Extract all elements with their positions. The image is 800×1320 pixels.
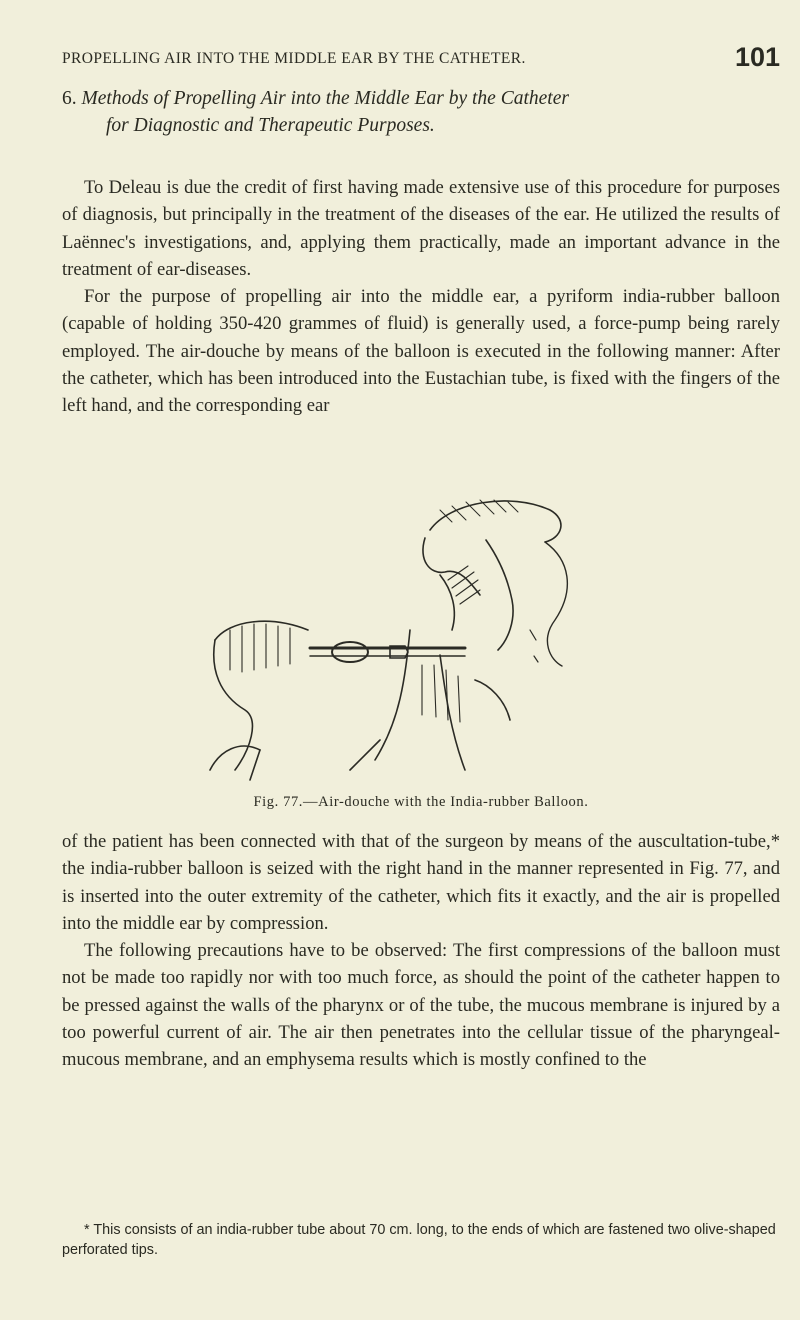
air-douche-engraving (190, 480, 610, 790)
paragraph: The following precautions have to be observed: The first compressions of the balloon must not be made too rapidly nor with too much force, as should the point of the catheter happen to be pressed against the walls of the pharynx or of the tube, the mucous membrane is injured by a too powerful current of air. The air then penetrates into the cellular tissue of the pharyngeal-mucous membrane, and an emphysema results which is mostly confined to the (62, 940, 780, 1071)
auscultation-tube (545, 542, 567, 666)
page-number: 101 (734, 42, 780, 72)
balloon (332, 642, 368, 662)
paragraph: To Deleau is due the credit of first having made extensive use of this procedure for purposes of diagnosis, but principally in the treatment of the diseases of the ear. He utilized the results of Laënnec's investigations, and, applying them practically, made an important advance in the treatment of ear-diseases. (62, 177, 780, 280)
paragraph: of the patient has been connected with that of the surgeon by means of the auscultation-tube,* the india-rubber balloon is seized with the right hand in the manner represented in Fig. 77, and is inserted into the outer extremity of the catheter, which fits it exactly, and the air is propelled into the middle ear by compression. (62, 831, 780, 934)
section-title-line1: Methods of Propelling Air into the Middle Ear by the Catheter (81, 88, 569, 109)
section-title (62, 85, 780, 139)
running-title: PROPELLING AIR INTO THE MIDDLE EAR BY THE CATHETER. (62, 50, 526, 67)
text-block-after-figure (62, 828, 780, 1074)
footnote (62, 1220, 780, 1260)
figure-illustration (190, 480, 610, 790)
surgeon-right-hand (214, 640, 253, 770)
text-block-before-figure (62, 174, 780, 420)
section-number: 6. (62, 88, 77, 109)
figure-caption: Fig. 77.—Air-douche with the India-rubber Balloon. (253, 794, 589, 810)
footnote-text: * This consists of an india-rubber tube about 70 cm. long, to the ends of which are fastened two olive-shaped perforated tips. (62, 1222, 776, 1258)
paragraph: For the purpose of propelling air into the middle ear, a pyriform india-rubber balloon (capable of holding 350-420 grammes of fluid) is generally used, a force-pump being rarely employed. The air-douche by means of the balloon is executed in the following manner: After the catheter, which has been introduced into the Eustachian tube, is fixed with the fingers of the left hand, and the corresponding ear (62, 286, 780, 417)
patient-head (430, 501, 561, 542)
section-title-line2: for Diagnostic and Therapeutic Purposes. (106, 115, 435, 136)
running-head (62, 44, 780, 74)
